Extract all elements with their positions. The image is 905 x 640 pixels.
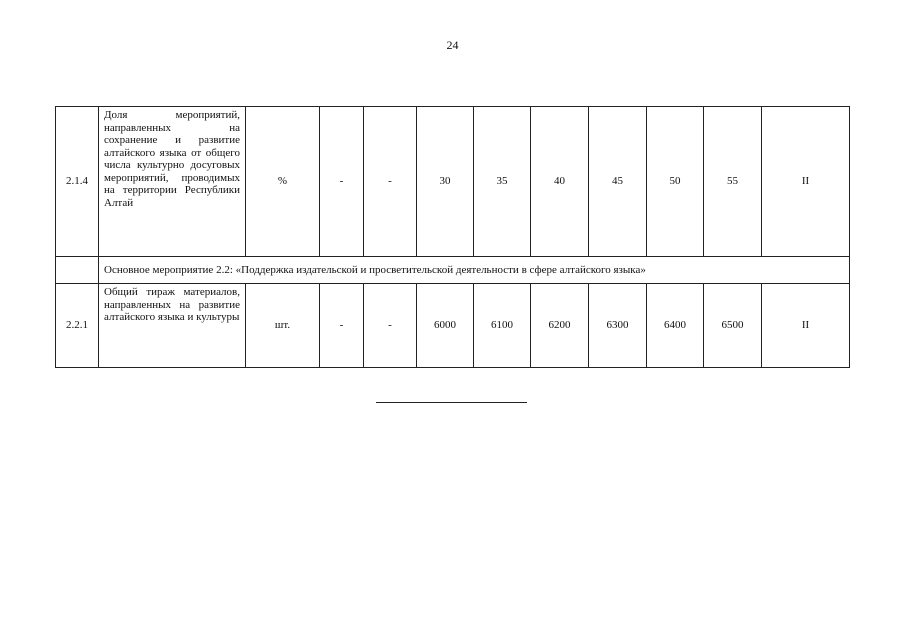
row-unit: шт. (246, 284, 320, 368)
row-code: 2.1.4 (56, 107, 99, 257)
table-row (56, 107, 850, 257)
table-row (56, 284, 850, 368)
row-value: - (364, 107, 417, 257)
row-value: 6200 (531, 284, 589, 368)
section-code (56, 257, 99, 284)
row-value: 35 (474, 107, 531, 257)
row-value: 40 (531, 107, 589, 257)
footer-divider (376, 402, 527, 403)
row-value: 50 (647, 107, 704, 257)
row-value: 45 (589, 107, 647, 257)
row-code: 2.2.1 (56, 284, 99, 368)
row-category: II (762, 284, 850, 368)
row-value: 30 (417, 107, 474, 257)
row-value: 6000 (417, 284, 474, 368)
row-value: - (320, 107, 364, 257)
row-value: 6300 (589, 284, 647, 368)
row-value: - (364, 284, 417, 368)
row-category: II (762, 107, 850, 257)
row-description: Доля мероприятий, направленных на сохранение и развитие алтайского языка от общего числа культурно досуговых мероприятий, проводимых на территории Республики Алтай (99, 107, 246, 257)
row-description: Общий тираж материалов, направленных на развитие алтайского языка и культуры (99, 284, 246, 368)
section-title: Основное мероприятие 2.2: «Поддержка издательской и просветительской деятельности в сфере алтайского языка» (99, 257, 850, 284)
row-value: - (320, 284, 364, 368)
row-value: 55 (704, 107, 762, 257)
section-row (56, 257, 850, 284)
row-value: 6100 (474, 284, 531, 368)
indicators-table (55, 106, 850, 368)
row-value: 6500 (704, 284, 762, 368)
row-unit: % (246, 107, 320, 257)
page-number: 24 (446, 38, 459, 52)
row-value: 6400 (647, 284, 704, 368)
